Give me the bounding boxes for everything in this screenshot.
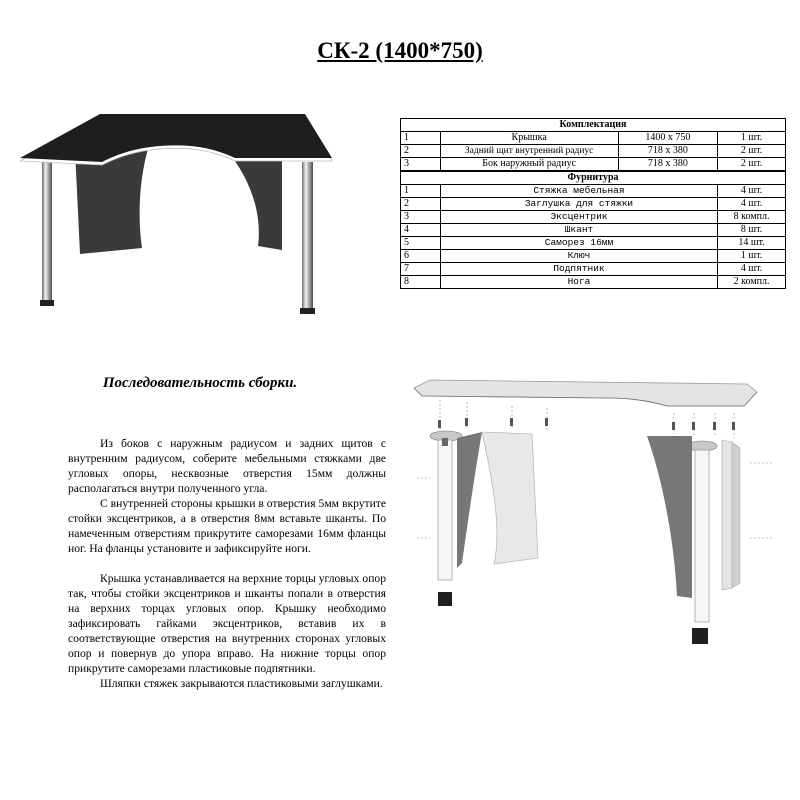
document-title xyxy=(0,38,800,64)
row-name: Подпятник xyxy=(440,263,717,276)
table-row xyxy=(401,158,786,172)
row-qty: 1 шт. xyxy=(718,132,786,145)
row-name: Стяжка мебельная xyxy=(440,185,717,198)
row-qty: 2 шт. xyxy=(718,145,786,158)
row-qty: 8 шт. xyxy=(718,224,786,237)
instruction-paragraph xyxy=(68,436,386,496)
row-name: Бок наружный радиус xyxy=(440,158,618,172)
paragraph-text: Крышка устанавливается на верхние торцы угловых опор так, чтобы стойки эксцентриков и шканты попали в отверстия на верхних торцах угловых опор. Крышку необходимо зафиксировать гайками эксцентриков, вставив их в соответствующие отверстия на внутренних сторонах угловых опор и повернув до упора вправо. На нижние торцы опор прикрутите саморезами пластиковые подпятники. xyxy=(68,572,386,675)
table-row xyxy=(401,211,786,224)
kit-header-row xyxy=(401,119,786,132)
paragraph-text: Шляпки стяжек закрываются пластиковыми заглушками. xyxy=(100,677,383,690)
instruction-paragraph xyxy=(68,676,386,691)
row-size: 1400 х 750 xyxy=(618,132,718,145)
row-name: Нога xyxy=(440,276,717,289)
row-num: 2 xyxy=(401,145,441,158)
row-num: 6 xyxy=(401,250,441,263)
table-row xyxy=(401,224,786,237)
row-qty: 1 шт. xyxy=(718,250,786,263)
row-num: 5 xyxy=(401,237,441,250)
row-qty: 2 шт. xyxy=(718,158,786,172)
row-name: Крышка xyxy=(440,132,618,145)
table-row xyxy=(401,145,786,158)
row-name: Саморез 16мм xyxy=(440,237,717,250)
row-num: 7 xyxy=(401,263,441,276)
title-text: СК-2 (1400*750) xyxy=(317,38,483,63)
row-num: 3 xyxy=(401,158,441,172)
kit-header: Комплектация xyxy=(401,119,786,132)
paragraph-text: С внутренней стороны крышки в отверстия 5мм вкрутите стойки эксцентриков, а в отверстия 8мм вставьте шканты. По намеченным отверстиям прикрутите саморезами 16мм фланцы ног. На фланцы установите и зафиксируйте ноги. xyxy=(68,497,386,555)
row-name: Заглушка для стяжки xyxy=(440,198,717,211)
row-name: Шкант xyxy=(440,224,717,237)
row-qty: 2 компл. xyxy=(718,276,786,289)
row-num: 4 xyxy=(401,224,441,237)
desk-photo xyxy=(20,100,350,325)
exploded-assembly-diagram xyxy=(412,378,784,660)
row-name: Эксцентрик xyxy=(440,211,717,224)
table-row xyxy=(401,185,786,198)
row-num: 8 xyxy=(401,276,441,289)
row-qty: 14 шт. xyxy=(718,237,786,250)
assembly-heading: Последовательность сборки. xyxy=(102,375,298,391)
table-row xyxy=(401,276,786,289)
row-num: 1 xyxy=(401,132,441,145)
instruction-paragraph xyxy=(68,496,386,556)
hardware-header: Фурнитура xyxy=(401,171,786,185)
table-row xyxy=(401,132,786,145)
instruction-paragraph xyxy=(68,571,386,676)
table-row xyxy=(401,263,786,276)
spec-table xyxy=(400,118,786,289)
row-size: 718 х 380 xyxy=(618,158,718,172)
row-name: Задний щит внутренний радиус xyxy=(440,145,618,158)
row-qty: 8 компл. xyxy=(718,211,786,224)
row-size: 718 х 380 xyxy=(618,145,718,158)
row-name: Ключ xyxy=(440,250,717,263)
table-row xyxy=(401,237,786,250)
table-row xyxy=(401,250,786,263)
row-num: 2 xyxy=(401,198,441,211)
row-qty: 4 шт. xyxy=(718,198,786,211)
paragraph-text: Из боков с наружным радиусом и задних щитов с внутренним радиусом, соберите мебельными стяжками две угловых опоры, несквозные отверстия 15мм должны располагаться внутри полученного угла. xyxy=(68,437,386,495)
hardware-header-row xyxy=(401,171,786,185)
row-qty: 4 шт. xyxy=(718,185,786,198)
assembly-instructions xyxy=(68,436,386,691)
table-row xyxy=(401,198,786,211)
row-num: 1 xyxy=(401,185,441,198)
row-num: 3 xyxy=(401,211,441,224)
row-qty: 4 шт. xyxy=(718,263,786,276)
